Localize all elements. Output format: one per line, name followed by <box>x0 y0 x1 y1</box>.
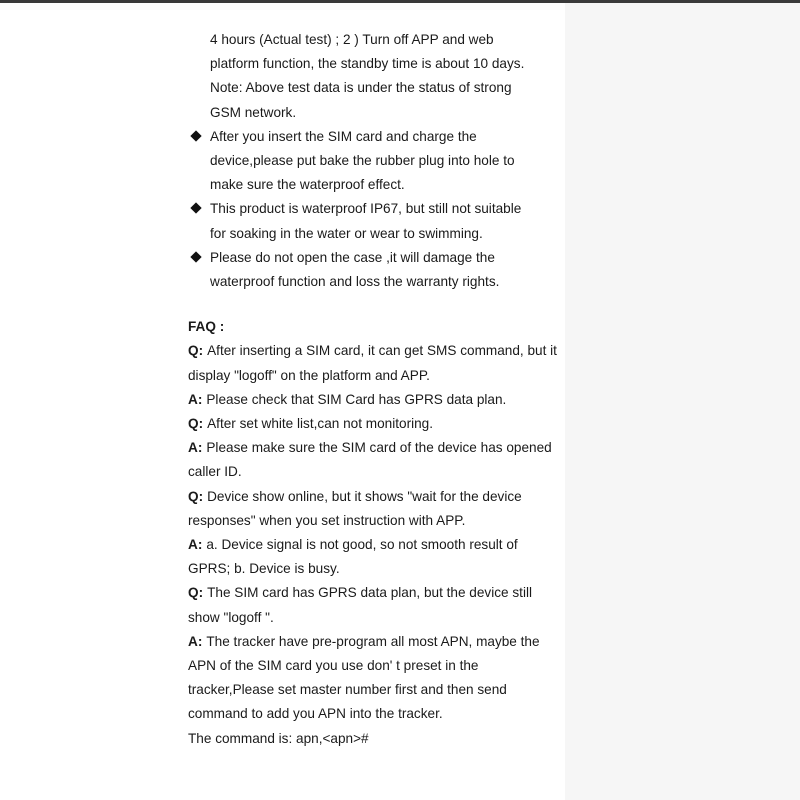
question-text: The SIM card has GPRS data plan, but the device still show "logoff ". <box>188 585 533 625</box>
faq-list <box>188 339 558 750</box>
bullet-line: device,please put bake the rubber plug into hole to <box>210 153 515 169</box>
question-text: After inserting a SIM card, it can get SMS command, but it display "logoff" on the platform and APP. <box>188 343 557 383</box>
bullet-line: waterproof function and loss the warranty rights. <box>210 274 500 290</box>
intro-line: Note: Above test data is under the status of strong <box>210 80 512 96</box>
diamond-bullet-icon <box>190 203 201 214</box>
bullet-item <box>188 246 558 294</box>
faq-answer <box>188 630 558 727</box>
bullet-line: Please do not open the case ,it will damage the <box>210 249 495 265</box>
intro-line: GSM network. <box>210 104 297 120</box>
diamond-bullet-icon <box>190 130 201 141</box>
intro-line: 4 hours (Actual test) ; 2 ) Turn off APP and web <box>210 32 494 47</box>
manual-page <box>188 28 558 751</box>
faq-answer <box>188 436 558 484</box>
question-label: Q: <box>188 585 204 601</box>
answer-label: A: <box>188 440 203 456</box>
question-label: Q: <box>188 343 204 359</box>
faq-question <box>188 485 558 533</box>
bullet-item <box>188 125 558 198</box>
bullet-line: This product is waterproof IP67, but still not suitable <box>210 201 522 217</box>
answer-label: A: <box>188 633 203 649</box>
faq-question <box>188 412 558 436</box>
diamond-bullet-icon <box>190 251 201 262</box>
question-text: Device show online, but it shows "wait for the device responses" when you set instruction with APP. <box>188 488 522 528</box>
bullet-item <box>188 197 558 245</box>
answer-text: The tracker have pre-program all most APN, maybe the APN of the SIM card you use don' t preset in the tracker,Please set master number first and then send command to add you APN into the tracker. <box>188 633 540 722</box>
side-panel <box>565 3 800 800</box>
bullet-line: make sure the waterproof effect. <box>210 177 405 193</box>
faq-heading: FAQ : <box>188 319 225 335</box>
intro-paragraph <box>188 28 558 125</box>
answer-label: A: <box>188 391 203 407</box>
answer-text: Please make sure the SIM card of the device has opened caller ID. <box>188 440 552 480</box>
answer-label: A: <box>188 537 203 553</box>
command-line: The command is: apn,<apn># <box>188 730 369 746</box>
question-text: After set white list,can not monitoring. <box>207 416 434 432</box>
faq-question <box>188 581 558 629</box>
answer-text: a. Device signal is not good, so not smooth result of GPRS; b. Device is busy. <box>188 537 518 577</box>
bullet-line: for soaking in the water or wear to swimming. <box>210 225 483 241</box>
faq-question <box>188 339 558 387</box>
faq-answer <box>188 533 558 581</box>
answer-text: Please check that SIM Card has GPRS data plan. <box>206 391 507 407</box>
question-label: Q: <box>188 416 204 432</box>
bullet-list <box>188 125 558 294</box>
intro-line: platform function, the standby time is about 10 days. <box>210 56 525 72</box>
question-label: Q: <box>188 488 204 504</box>
faq-answer <box>188 388 558 412</box>
bullet-line: After you insert the SIM card and charge the <box>210 128 477 144</box>
